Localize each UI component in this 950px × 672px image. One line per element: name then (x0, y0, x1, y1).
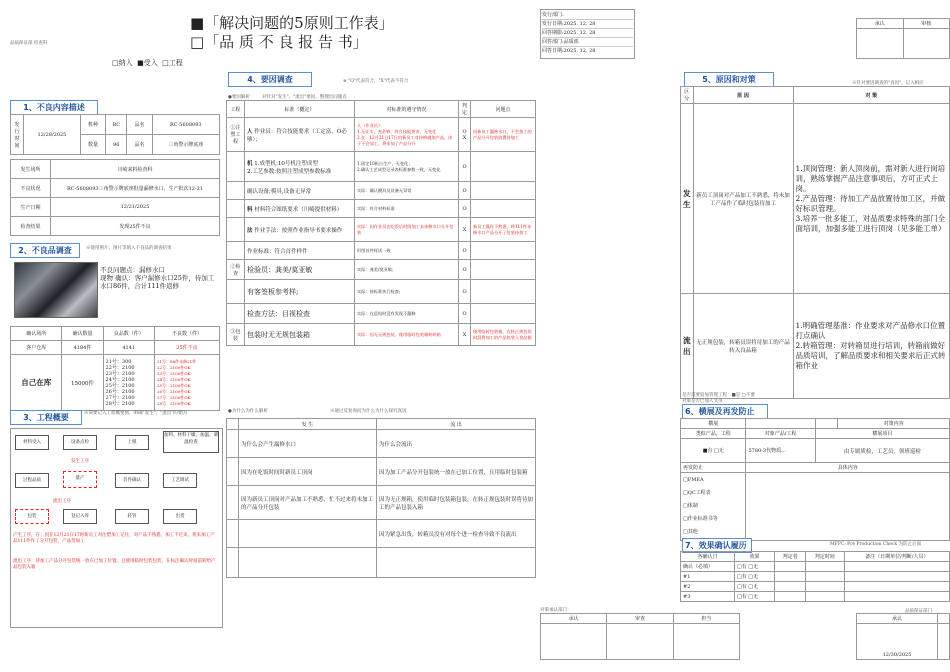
section1-title: 1、不良内容描述 (10, 100, 98, 115)
info-value: 川崎来料检查科 (51, 160, 220, 179)
doc-line: 对策是否已加入文书 (682, 399, 723, 404)
remark-occur: 产生工序，在：因在12月21日17时新员工对注塑加工记住，对产品不熟悉，加工不过来，将来加工产品111件作了分开包装，产品待加工 (13, 533, 215, 544)
section3-note: ※简要记入工程概要图，明确"发生"、"流出"的要因 (84, 411, 187, 416)
factor-table (226, 100, 536, 346)
effect-col: 判定者 (775, 552, 806, 562)
effect-check[interactable]: □有 □无 (734, 572, 774, 582)
section3-title: 3、工程概要 (10, 410, 82, 425)
issue-dept: 发行部门: (542, 11, 633, 20)
step-check: 设备点检 (63, 435, 97, 450)
factor-fact: 1.固定10机台生产，无变化； 2.确认工艺成型记录表标准参数一致，无变化 (355, 152, 459, 182)
remark-out: 流出工序：待加工产品分开包装统一放在已加工位置，且使用临时包装包装，在标注确认时间前转给产品包装入箱 (13, 559, 216, 570)
why-label: ●为什么为什么解析 (228, 409, 268, 414)
factor-std-text: 确认设备;模具,设备无异常 (247, 188, 312, 195)
factor-problem: 新员工操作不熟悉，将111件未修水口产品分开了包装待加工 (471, 218, 536, 242)
model: RC (106, 115, 127, 135)
qty-label: 数量 (80, 135, 105, 155)
section4-title: 4、要因调查 (228, 72, 312, 87)
expand-target: 5780-3代物质... (746, 439, 815, 463)
factor-sub: 机 (247, 160, 253, 167)
review-cell[interactable] (903, 29, 950, 59)
factor-std (245, 182, 355, 200)
section2-title: 2、不良品调查 (10, 243, 80, 258)
factor-std-text: 检验员：龚美/莫亚敏 (247, 265, 313, 274)
factor-std (245, 260, 355, 280)
factor-col: 判定 (459, 101, 471, 118)
qty: 96 (106, 135, 127, 155)
approve-head: 承认 (857, 19, 904, 29)
process-flow (10, 428, 223, 628)
step-store: 登记入库 (63, 509, 97, 524)
ab-review-cell[interactable] (607, 624, 673, 660)
factor-col: 工程 (227, 101, 245, 118)
out-measure: 1.明确管理基准：作业要求对产品修水口位置打点确认 2.转箱管理：对转箱员进行培训，转箱前做好品质培训，了解品质要求和相关要求后正式转箱作业 (793, 294, 950, 399)
factor-col: 标准（概定） (245, 101, 355, 118)
prevent-content: 具体内容 (746, 463, 950, 473)
factor-table-body (226, 100, 536, 346)
factor-problem: 因新员工漏修水口，不会加工的产品分开包装放置待加工 (471, 118, 536, 152)
page-title (190, 14, 394, 52)
factor-group (227, 242, 245, 260)
effect-date: 确认（必填） (681, 562, 735, 572)
section4-hint: ※ "O"代表符合，"X"代表不符合 (343, 79, 409, 84)
info-key: 检查结果 (11, 217, 51, 236)
expand-yesno[interactable]: ■有 □无 (681, 439, 746, 463)
effect-check[interactable]: □有 □无 (734, 562, 774, 572)
h-similar: 类似产品，工程 (681, 429, 746, 439)
factor-problem (471, 304, 536, 324)
occur-label: 发生工序 (71, 459, 89, 464)
occur-kind: 发生 (681, 104, 694, 294)
factor-problem (471, 280, 536, 304)
factor-group (227, 280, 245, 304)
factor-judge: O (459, 152, 471, 182)
approval-bottom (540, 613, 740, 660)
factor-judge: O X (459, 118, 471, 152)
title-line1: ■「解决问题的5原则工作表」 (190, 14, 394, 32)
customer-good: 4141 (103, 341, 154, 355)
why-table (226, 418, 536, 578)
factor-problem (471, 152, 536, 182)
why-occur (239, 520, 377, 548)
factor-std-text: 1.成型机:10号机注塑成型 2.工艺参数:按照注塑成型参数标准 (247, 160, 332, 175)
reply-limit: 回答期限:2025. 12. 28 (542, 29, 633, 38)
section1-table (10, 114, 220, 236)
qa-approve: 承认 (857, 614, 938, 624)
issue-info (540, 9, 635, 59)
factor-fact: 实际：按标准执行检查; (355, 280, 459, 304)
factor-fact: 人（作业员）： 1.无证实，充必够，符合技能要求，无变化 2.在：12月21日17日由新员工对待修做加产品，由于不会加工，将来加了产品分开 (355, 118, 459, 152)
factor-judge: O (459, 304, 471, 324)
ab-approve-cell[interactable] (541, 624, 607, 660)
part-name: 三角警示牌底座 (152, 135, 219, 155)
factor-problem (471, 260, 536, 280)
step-transfer: 转管 (115, 509, 149, 524)
factor-fact: 实际：符合材料标准 (355, 200, 459, 218)
factor-std (245, 280, 355, 304)
factor-fact: 形图首件样试一致 (355, 242, 459, 260)
effect-col: 各确认日 (681, 552, 735, 562)
dept-label: 品质保证部 检查科 (10, 41, 48, 46)
step-tune: 工艺调试 (163, 473, 197, 488)
section6-title: 6、横展及再发防止 (682, 404, 768, 419)
factor-judge: O (459, 242, 471, 260)
model-label: 机种 (80, 115, 105, 135)
factor-std (245, 304, 355, 324)
why-occur: 为什么会产生漏修水口 (239, 430, 377, 458)
effect-table-body (680, 551, 950, 602)
info-key: 不良状况 (11, 179, 51, 198)
factor-std-text: 作业手法：按照作业指导书要求操作 (254, 227, 343, 234)
why-out: 因为紧急出货，转箱员没有对每个进一检查导致不良流出 (376, 520, 535, 548)
customer-bad: 25件不良 (154, 341, 219, 355)
factor-group (227, 218, 245, 242)
prevent-option[interactable]: □FMEA (683, 477, 704, 483)
factor-std (245, 218, 355, 242)
own-qty: 15000件 (62, 355, 103, 411)
col-measure: 对 策 (793, 87, 950, 104)
effect-date: #2 (681, 582, 735, 592)
info-value: 12/21/2025 (51, 198, 220, 217)
occur-cause: 新员工顶岗对产品加工不熟悉，将未加工产品作了临时包装待加工 (693, 104, 793, 294)
prevent-option[interactable]: □体制 (683, 503, 698, 509)
hdr-bad: 不良数（件） (154, 327, 219, 341)
factor-std (245, 242, 355, 260)
h-target: 对象产品/工程 (746, 429, 815, 439)
title-line2: □「品 质 不 良 报 告 书」 (190, 33, 368, 51)
approval-top (856, 18, 950, 59)
effect-table (680, 551, 950, 602)
factor-group (227, 200, 245, 218)
factor-group: ③包装 (227, 324, 245, 346)
section7-hint: MFPC: Pre Production Check 为防止后面 (830, 542, 922, 547)
prevent-option[interactable]: □作业标准书等 (683, 516, 718, 522)
why-occur-head: 发 生 (239, 419, 377, 430)
info-value: RC-5608093三角警示牌底座批量漏修水口，生产批次12-21 (51, 179, 220, 198)
effect-date: #1 (681, 572, 735, 582)
analysis-note: 对针对"发生"、"流出"要因，整理出问题点 (262, 95, 347, 100)
section6-table (680, 418, 950, 541)
ab-approve: 承认 (541, 614, 607, 624)
factor-std-text: 包装时无无规包装箱 (247, 330, 310, 339)
ab-charge-cell[interactable] (673, 624, 739, 660)
factor-sub: 法 (247, 227, 253, 234)
factor-problem: 使用临时包装箱，在转正规包装时混将加工的产品包装入良品箱 (471, 324, 536, 346)
reply-dept: 回答部门:品质部 (542, 38, 633, 47)
step-mass: 量产 (63, 471, 97, 488)
factor-fact: 实际：龚美/莫亚敏； (355, 260, 459, 280)
mode-process[interactable]: □工程 (162, 59, 183, 67)
factor-std (245, 200, 355, 218)
hdr-good: 良品数（件） (103, 327, 154, 341)
ab-charge: 担当 (673, 614, 739, 624)
mode-selector[interactable] (112, 58, 183, 68)
info-key: 生产日期 (11, 198, 51, 217)
why-out: 为什么会流出 (376, 430, 535, 458)
mgmt-line: 是否需要追加管理工程：■是 □不要 (682, 393, 755, 398)
section7-title: 7、效果确认履历 (682, 538, 752, 553)
effect-col: 备注（日期单位/判断/人员） (844, 552, 949, 562)
info-value: 发现25件不良 (51, 217, 220, 236)
factor-col: 对标准的遵守情况 (355, 101, 459, 118)
factor-group (227, 152, 245, 182)
lot-list: 21号：300 22号：2100 23号：2100 24号：2100 25号：2100 26号：2100 27号：2100 28号：2100 (103, 355, 154, 411)
effect-check[interactable]: □有 □无 (734, 582, 774, 592)
factor-fact: 实际：因作业员在吃饭后时间加工未来修水口分开包装 (355, 218, 459, 242)
why-index (227, 520, 239, 548)
factor-judge: O (459, 182, 471, 200)
factor-std-text: 作业员：符合技能要求（工定富、Ò必够）； (247, 128, 347, 143)
reply-date: 回答日期:2025. 12. 28 (542, 48, 596, 54)
out-cause: 无正规包装，转箱员误将待加工的产品转入良品箱 (693, 294, 793, 399)
analysis-label: ●要因解析 (228, 95, 250, 100)
why-index (227, 430, 239, 458)
step-first: 首件确认 (115, 473, 149, 488)
customer-qty: 4184件 (62, 341, 103, 355)
col-cause: 原 因 (693, 87, 793, 104)
review-head: 审核 (903, 19, 950, 29)
info-table (10, 159, 220, 236)
col-kind: 区分 (681, 87, 694, 104)
prevent-option[interactable]: □QC工程表 (683, 490, 711, 496)
section2-note: ※使用照片、图片等填入不良品的调查结果 (86, 246, 172, 251)
step-mold: 上模 (115, 435, 149, 450)
out-label: 流出工序 (53, 499, 71, 504)
prevent-title: 再发防止 (681, 463, 746, 473)
step-receive: 材料受入 (15, 435, 49, 450)
defect-photo (14, 262, 98, 318)
ab-review: 审查 (607, 614, 673, 624)
why-out: 因为无正规箱，使用临时包装箱包装，在转正规包装时误将待加工的产品包装入箱 (376, 486, 535, 520)
step-quality: 过程品质 (15, 473, 49, 488)
why-table-body (226, 418, 536, 578)
measure-table (680, 86, 950, 399)
factor-std (245, 118, 355, 152)
approval-dept: 对策承认部门： (540, 608, 572, 613)
factor-group (227, 182, 245, 200)
mode-accept[interactable]: ■受入 (137, 59, 158, 67)
section5-hint: ※针对要因调查的"真因"，记入相应 (852, 81, 924, 86)
step-ship: 出货 (163, 509, 197, 524)
lot-result: 21号：86件未修21件 22号：2100件OK 23号：2100件OK 24号：2100件OK 25号：2100件OK 26号：2100件OK 27号：2100件OK 28号：2100件OK (154, 355, 219, 411)
factor-std (245, 152, 355, 182)
factor-sub: 料 (247, 206, 253, 213)
factor-problem (471, 200, 536, 218)
step-dry: 加料、材料干燥、加温、调温检查 (163, 431, 219, 453)
factor-problem (471, 242, 536, 260)
factor-std-text: 检查方法：目视检查 (247, 309, 310, 318)
effect-check[interactable]: □有 □无 (734, 592, 774, 602)
factor-judge: O (459, 280, 471, 304)
mode-in[interactable]: □纳入 (112, 59, 133, 67)
factor-group: ①注塑工程 (227, 118, 245, 152)
prevent-option[interactable]: □其他 (683, 529, 698, 535)
approval-qa (856, 613, 950, 660)
issue-time-label: 发行时间 (11, 115, 24, 155)
factor-std (245, 324, 355, 346)
h-item: 横展项目 (815, 429, 949, 439)
factor-judge: X (459, 324, 471, 346)
qa-dept: 品质保证部门 (905, 609, 932, 614)
info-key: 发生场所 (11, 160, 51, 179)
section2-table (10, 326, 220, 411)
factor-col: 问题点 (471, 101, 536, 118)
issue-time: 12/28/2025 (24, 115, 81, 155)
factor-sub: 人 (247, 128, 253, 135)
expand-item: 由专属质检，工艺员，领班巡检 (815, 439, 949, 463)
part-code: RC-5608093 (152, 115, 219, 135)
qa-date: 12/30/2025 (857, 624, 938, 660)
own-store: 自己在库 (11, 355, 62, 411)
why-out: 因为加工产品分开包装统一放在已加工位置，且用临时包装箱 (376, 458, 535, 486)
factor-fact: 实际：在巡检时没有发现不漏修 (355, 304, 459, 324)
factor-fact: 实际：因无无规包装，使用临时包装箱转转箱 (355, 324, 459, 346)
name-label: 品名 (127, 115, 152, 135)
hdr-location: 确认场所 (11, 327, 62, 341)
factor-std-text: 有客签板参考样; (247, 287, 299, 296)
issue-date: 发行日期:2025. 12. 28 (542, 20, 633, 29)
effect-date: #3 (681, 592, 735, 602)
factor-judge: O (459, 260, 471, 280)
factor-fact: 实际：确认模具及设备无异常 (355, 182, 459, 200)
why-occur: 因为新员工顶岗对产品加工不熟悉，忙不过来将未加工的产品分开包装 (239, 486, 377, 520)
why-out-head: 流 出 (376, 419, 535, 430)
factor-group (227, 304, 245, 324)
effect-col: 效果 (734, 552, 774, 562)
factor-group: ②检查 (227, 260, 245, 280)
factor-std-text: 作业标准：符合首件样件 (247, 248, 308, 255)
approve-cell[interactable] (857, 29, 904, 59)
why-index (227, 458, 239, 486)
why-note: ※通过反复询问为什么为什么探究真因 (330, 409, 407, 414)
factor-std-text: 材料符合图纸要求（川崎提供材料） (254, 206, 343, 213)
defect-desc: 不良问题点：漏修水口 现物 确认：客户漏修水口25件，待加工水口86件，合计111件返修 (100, 266, 215, 290)
hdr-confirm-qty: 确认数量 (62, 327, 103, 341)
prevent-list (681, 473, 746, 541)
factor-problem (471, 182, 536, 200)
why-index (227, 486, 239, 520)
factor-judge: X (459, 218, 471, 242)
why-occur: 因为在吃饭时间时新员工顶岗 (239, 458, 377, 486)
out-kind: 流出 (681, 294, 694, 399)
occur-measure: 1.顶岗管理：新人顶岗前，需对新人进行岗培训，熟练掌握产品注意事项后，方可正式上岗。 2.产品管理：待加工产品放置待加工区，并做好标识管理。 3.培养一批多能工，对品质要求特殊的部门全面培训，加强多能工进行顶岗（见多能工单） (793, 104, 950, 294)
section5-title: 5、原因和对策 (684, 72, 774, 87)
step-pack: 包装 (15, 509, 49, 524)
h-expand: 横展 (681, 419, 746, 429)
factor-judge: O (459, 200, 471, 218)
customer-store: 客户仓库 (11, 341, 62, 355)
part-label: 品名 (127, 135, 152, 155)
h-content: 对策内容 (838, 419, 950, 429)
effect-col: 判定时间 (806, 552, 845, 562)
